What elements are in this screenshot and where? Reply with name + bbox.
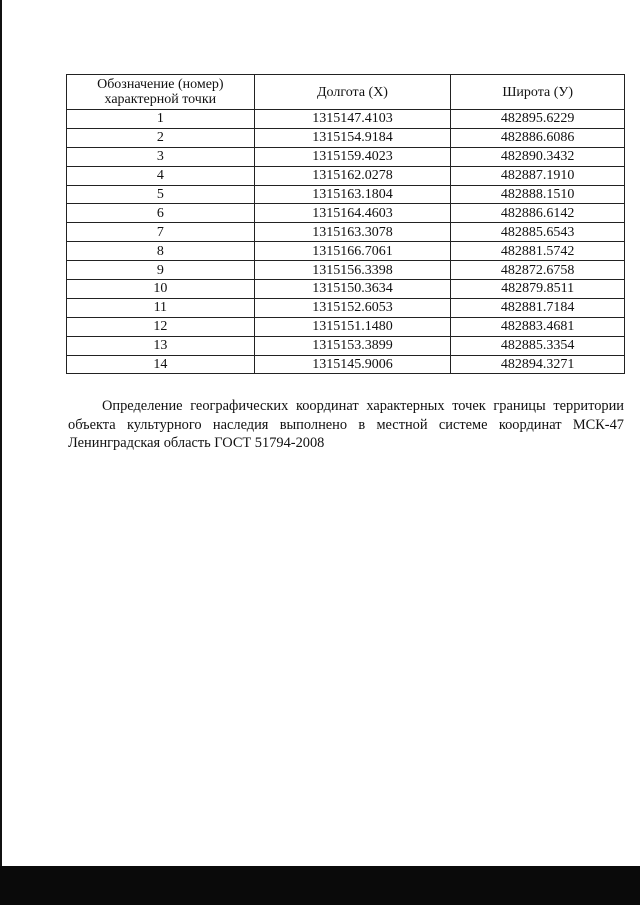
longitude-cell: 1315163.3078 bbox=[254, 223, 451, 242]
table-row bbox=[67, 298, 625, 317]
longitude-cell: 1315151.1480 bbox=[254, 317, 451, 336]
longitude-cell: 1315162.0278 bbox=[254, 166, 451, 185]
table-row bbox=[67, 147, 625, 166]
table-header-row bbox=[67, 75, 625, 110]
latitude-cell: 482885.6543 bbox=[451, 223, 625, 242]
point-number-cell: 10 bbox=[67, 280, 255, 299]
point-number-cell: 14 bbox=[67, 355, 255, 374]
longitude-cell: 1315156.3398 bbox=[254, 261, 451, 280]
coordinate-system-note: Определение географических координат характерных точек границы территории объекта культурного наследия выполнено в местной системе координат МСК-47 Ленинградская область ГОСТ 51794-2008 bbox=[68, 398, 624, 451]
longitude-cell: 1315153.3899 bbox=[254, 336, 451, 355]
table-row bbox=[67, 204, 625, 223]
header-longitude: Долгота (X) bbox=[254, 75, 451, 110]
latitude-cell: 482887.1910 bbox=[451, 166, 625, 185]
point-number-cell: 6 bbox=[67, 204, 255, 223]
point-number-cell: 2 bbox=[67, 128, 255, 147]
longitude-cell: 1315152.6053 bbox=[254, 298, 451, 317]
latitude-cell: 482881.5742 bbox=[451, 242, 625, 261]
header-latitude: Широта (У) bbox=[451, 75, 625, 110]
point-number-cell: 9 bbox=[67, 261, 255, 280]
latitude-cell: 482886.6086 bbox=[451, 128, 625, 147]
table-row bbox=[67, 185, 625, 204]
latitude-cell: 482894.3271 bbox=[451, 355, 625, 374]
table-row bbox=[67, 110, 625, 129]
longitude-cell: 1315150.3634 bbox=[254, 280, 451, 299]
longitude-cell: 1315154.9184 bbox=[254, 128, 451, 147]
scan-bottom-border bbox=[0, 866, 640, 905]
table-row bbox=[67, 223, 625, 242]
table-row bbox=[67, 128, 625, 147]
latitude-cell: 482881.7184 bbox=[451, 298, 625, 317]
longitude-cell: 1315159.4023 bbox=[254, 147, 451, 166]
point-number-cell: 4 bbox=[67, 166, 255, 185]
scan-left-edge bbox=[0, 0, 2, 866]
latitude-cell: 482890.3432 bbox=[451, 147, 625, 166]
point-number-cell: 8 bbox=[67, 242, 255, 261]
latitude-cell: 482872.6758 bbox=[451, 261, 625, 280]
longitude-cell: 1315166.7061 bbox=[254, 242, 451, 261]
table-row bbox=[67, 280, 625, 299]
table-row bbox=[67, 242, 625, 261]
latitude-cell: 482883.4681 bbox=[451, 317, 625, 336]
table-row bbox=[67, 336, 625, 355]
longitude-cell: 1315145.9006 bbox=[254, 355, 451, 374]
longitude-cell: 1315163.1804 bbox=[254, 185, 451, 204]
longitude-cell: 1315147.4103 bbox=[254, 110, 451, 129]
longitude-cell: 1315164.4603 bbox=[254, 204, 451, 223]
latitude-cell: 482879.8511 bbox=[451, 280, 625, 299]
table-row bbox=[67, 166, 625, 185]
latitude-cell: 482895.6229 bbox=[451, 110, 625, 129]
point-number-cell: 13 bbox=[67, 336, 255, 355]
latitude-cell: 482888.1510 bbox=[451, 185, 625, 204]
point-number-cell: 3 bbox=[67, 147, 255, 166]
point-number-cell: 11 bbox=[67, 298, 255, 317]
coordinates-table bbox=[66, 74, 625, 374]
header-point-number: Обозначение (номер) характерной точки bbox=[67, 75, 255, 110]
point-number-cell: 1 bbox=[67, 110, 255, 129]
latitude-cell: 482886.6142 bbox=[451, 204, 625, 223]
point-number-cell: 12 bbox=[67, 317, 255, 336]
latitude-cell: 482885.3354 bbox=[451, 336, 625, 355]
point-number-cell: 7 bbox=[67, 223, 255, 242]
point-number-cell: 5 bbox=[67, 185, 255, 204]
table-row bbox=[67, 261, 625, 280]
table-row bbox=[67, 317, 625, 336]
table-row bbox=[67, 355, 625, 374]
